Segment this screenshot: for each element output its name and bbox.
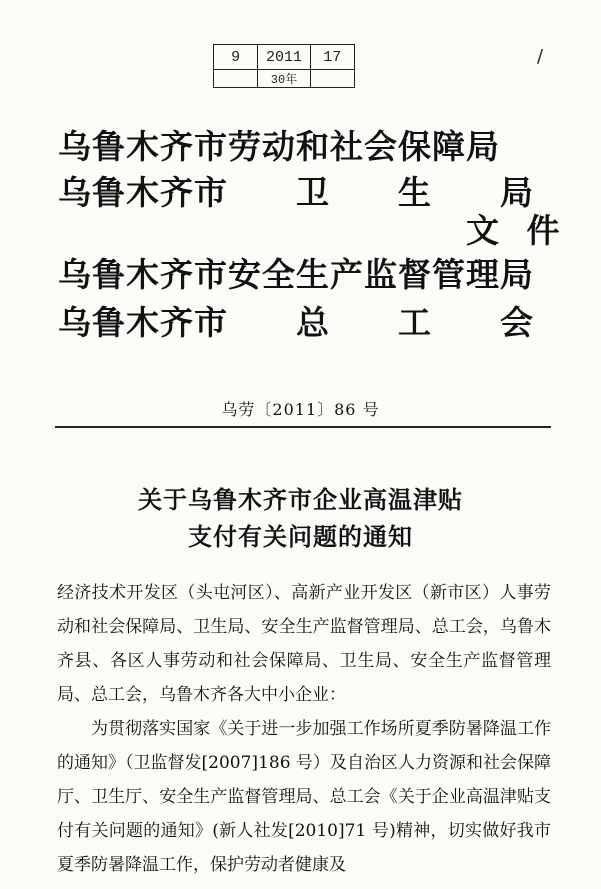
header-divider [55, 426, 551, 428]
doc-label: 文 件 [466, 211, 568, 250]
stamp-bottom-spacer [214, 69, 258, 87]
document-title-line-2: 支付有关问题的通知 [188, 522, 413, 551]
stamp-bottom-row [214, 69, 354, 87]
stamp-bottom-empty [311, 69, 354, 87]
org-line-2: 乌鲁木齐市 卫 生 局 [58, 173, 534, 212]
document-body [57, 576, 551, 882]
org-line-3: 乌鲁木齐市安全生产监督管理局 [58, 255, 534, 294]
stamp-cell-3: 17 [323, 48, 342, 66]
stamp-cell-1: 9 [214, 45, 258, 69]
stamp-bottom-label: 30年 [258, 69, 310, 87]
org-line-4: 乌鲁木齐市 总 工 会 [58, 303, 534, 342]
stamp-top-row [214, 45, 354, 70]
document-title-line-1: 关于乌鲁木齐市企业高温津贴 [138, 485, 463, 514]
stamp-cell-2: 2011 [258, 45, 310, 69]
corner-mark: / [537, 46, 544, 67]
document-number: 乌劳〔2011〕86 号 [221, 400, 380, 419]
org-line-1: 乌鲁木齐市劳动和社会保障局 [58, 127, 500, 166]
archive-stamp [213, 44, 355, 88]
recipients-paragraph: 经济技术开发区（头屯河区）、高新产业开发区（新市区）人事劳动和社会保障局、卫生局、安全生产监督管理局、总工会，乌鲁木齐县、各区人事劳动和社会保障局、卫生局、安全生产监督管理局、总工会，乌鲁木齐各大中小企业： [57, 583, 551, 705]
body-paragraph-1: 为贯彻落实国家《关于进一步加强工作场所夏季防暑降温工作的通知》（卫监督发[2007]186 号）及自治区人力资源和社会保障厅、卫生厅、安全生产监督管理局、总工会《关于企业高温津贴支付有关问题的通知》(新人社发[2010]71 号)精神，切实做好我市夏季防暑降温工作，保护劳动者健康及 [57, 719, 551, 875]
